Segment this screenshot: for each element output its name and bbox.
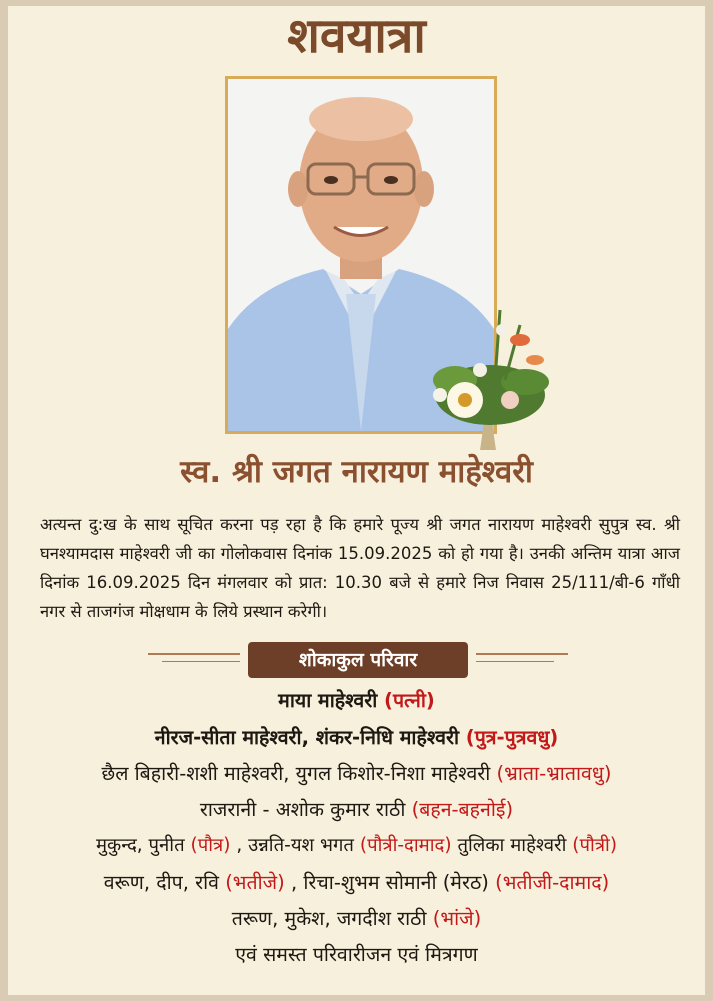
family-names: राजरानी - अशोक कुमार राठी: [199, 798, 412, 821]
family-names: तुलिका माहेश्वरी: [451, 835, 573, 856]
deceased-name: स्व. श्री जगत नारायण माहेश्वरी: [180, 454, 533, 490]
family-line-all: एवं समस्त परिवारीजन एवं मित्रगण: [235, 943, 478, 966]
page-title: शवयात्रा: [287, 8, 426, 64]
family-line-wife: [0, 684, 713, 718]
family-names: मुकुन्द, पुनीत: [95, 835, 191, 856]
relation-label: (भतीजी-दामाद): [495, 871, 610, 894]
family-names: छैल बिहारी-शशी माहेश्वरी, युगल किशोर-निशा माहेश्वरी: [101, 762, 497, 785]
family-names: वरूण, दीप, रवि: [103, 871, 226, 894]
relation-label: (पौत्री-दामाद): [359, 835, 452, 856]
relation-label: (पुत्र-पुत्रवधु): [465, 726, 559, 749]
relation-label: (पौत्री): [572, 835, 618, 856]
family-line-brothers: [0, 757, 713, 791]
divider-right-top: [476, 653, 568, 655]
relation-label: (भतीजे): [225, 871, 285, 894]
divider-right-bottom: [476, 661, 554, 662]
family-names: तरूण, मुकेश, जगदीश राठी: [231, 907, 433, 930]
relation-label: (भ्राता-भ्रातावधु): [496, 762, 612, 785]
family-line-nephews: [0, 866, 713, 900]
relation-label: (पत्नी): [384, 689, 435, 712]
family-heading: शोकाकुल परिवार: [248, 642, 468, 678]
divider-left-bottom: [162, 661, 240, 662]
flower-bouquet: [410, 300, 570, 460]
family-line-grandchildren: [0, 829, 713, 863]
family-names: , उन्नति-यश भगत: [230, 835, 360, 856]
family-line-bhanje: [0, 902, 713, 936]
family-line-sister: [0, 793, 713, 827]
family-line-sons: [0, 721, 713, 755]
relation-label: (पौत्र): [190, 835, 231, 856]
relation-label: (भांजे): [432, 907, 482, 930]
family-names: , रिचा-शुभम सोमानी (मेरठ): [284, 871, 496, 894]
relation-label: (बहन-बहनोई): [411, 798, 514, 821]
divider-left-top: [148, 653, 240, 655]
family-names: माया माहेश्वरी: [278, 689, 385, 712]
family-names: नीरज-सीता माहेश्वरी, शंकर-निधि माहेश्वरी: [154, 726, 466, 749]
announcement-text: अत्यन्त दु:ख के साथ सूचित करना पड़ रहा है कि हमारे पूज्य श्री जगत नारायण माहेश्वरी सुपुत्र स्व. श्री घनश्यामदास माहेश्वरी जी का गोलोकवास दिनांक 15.09.2025 को हो गया है। उनकी अन्तिम यात्रा आज दिनांक 16.09.2025 दिन मंगलवार को प्रात: 10.30 बजे से हमारे निज निवास 25/111/बी-6 गाँधी नगर से ताजगंज मोक्षधाम के लिये प्रस्थान करेगी।: [40, 515, 680, 621]
